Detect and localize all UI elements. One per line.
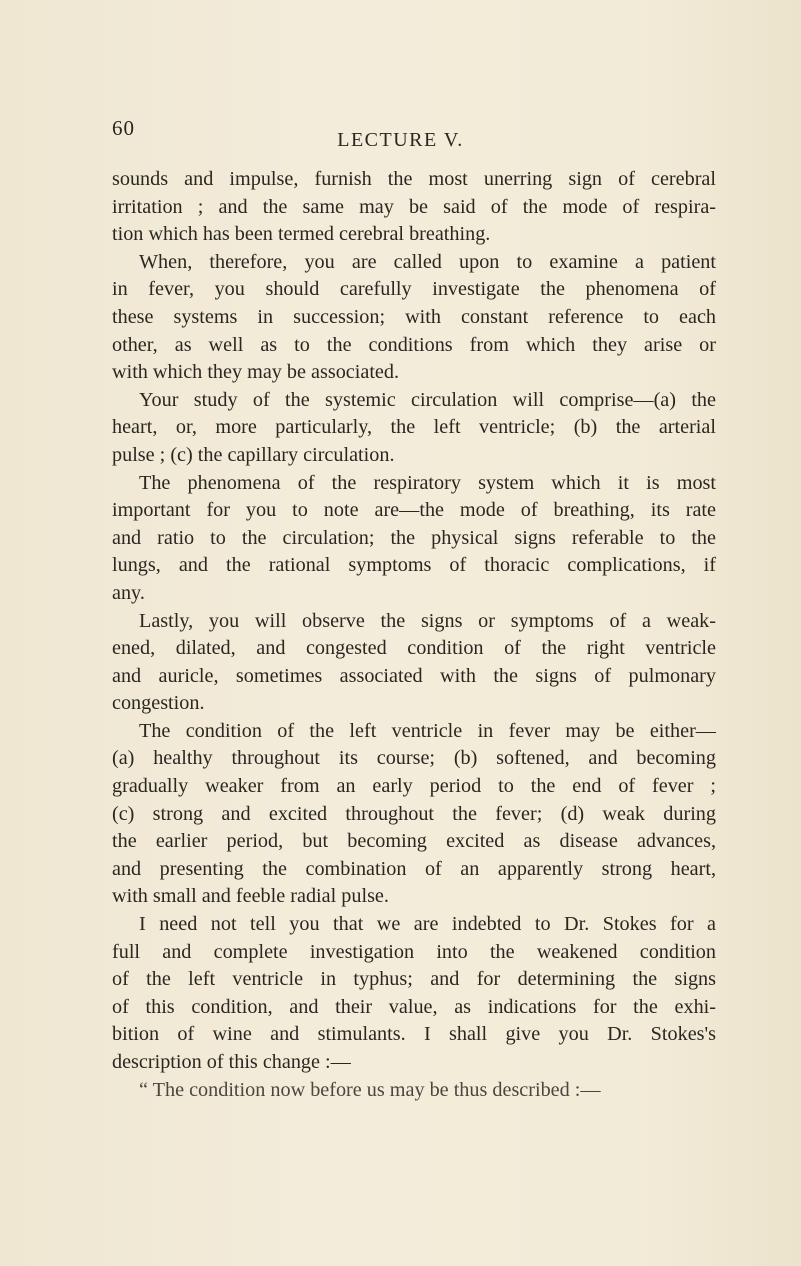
text-line: important for you to note are—the mode of breathing, its rate <box>112 499 716 522</box>
text-line: heart, or, more particularly, the left ventricle; (b) the arterial <box>112 416 716 439</box>
page-number: 60 <box>112 116 135 140</box>
text-line: I need not tell you that we are indebted to Dr. Stokes for a <box>139 913 716 936</box>
text-line: pulse ; (c) the capillary circulation. <box>112 443 395 466</box>
text-line: the earlier period, but becoming excited as disease advances, <box>112 830 716 853</box>
text-line: ened, dilated, and congested condition of the right ventricle <box>112 637 716 660</box>
text-line: When, therefore, you are called upon to examine a patient <box>139 250 716 273</box>
text-line: and auricle, sometimes associated with the signs of pulmonary <box>112 664 716 687</box>
text-line: Your study of the systemic circulation will comprise—(a) the <box>139 388 716 411</box>
text-line: full and complete investigation into the weakened condition <box>112 940 716 963</box>
body-text <box>112 166 716 1104</box>
text-line: bition of wine and stimulants. I shall give you Dr. Stokes's <box>112 1023 716 1046</box>
quote-line: “ The condition now before us may be thus described :— <box>139 1078 601 1101</box>
text-line: (a) healthy throughout its course; (b) softened, and becoming <box>112 747 716 770</box>
text-line: and presenting the combination of an apparently strong heart, <box>112 857 716 880</box>
text-line: of this condition, and their value, as indications for the exhi- <box>112 995 716 1018</box>
text-line: (c) strong and excited throughout the fever; (d) weak during <box>112 802 716 825</box>
text-line: with small and feeble radial pulse. <box>112 885 389 908</box>
text-line: The condition of the left ventricle in fever may be either— <box>139 719 716 742</box>
text-line: these systems in succession; with constant reference to each <box>112 305 716 328</box>
text-line: sounds and impulse, furnish the most unerring sign of cerebral <box>112 168 716 190</box>
text-line: lungs, and the rational symptoms of thoracic complications, if <box>112 554 716 577</box>
text-line: gradually weaker from an early period to the end of fever ; <box>112 775 716 798</box>
text-line: any. <box>112 581 145 604</box>
text-line: tion which has been termed cerebral breathing. <box>112 223 491 246</box>
text-line: congestion. <box>112 692 205 715</box>
text-line: Lastly, you will observe the signs or symptoms of a weak- <box>139 609 716 632</box>
text-line: with which they may be associated. <box>112 361 400 384</box>
text-line: irritation ; and the same may be said of the mode of respira- <box>112 195 716 218</box>
text-line: in fever, you should carefully investigate the phenomena of <box>112 278 716 301</box>
text-line: other, as well as to the conditions from which they arise or <box>112 333 716 356</box>
running-head: LECTURE V. <box>337 129 464 151</box>
text-line: description of this change :— <box>112 1051 351 1073</box>
text-line: of the left ventricle in typhus; and for determining the signs <box>112 968 716 991</box>
text-line: and ratio to the circulation; the physical signs referable to the <box>112 526 716 549</box>
text-line: The phenomena of the respiratory system which it is most <box>139 471 716 494</box>
